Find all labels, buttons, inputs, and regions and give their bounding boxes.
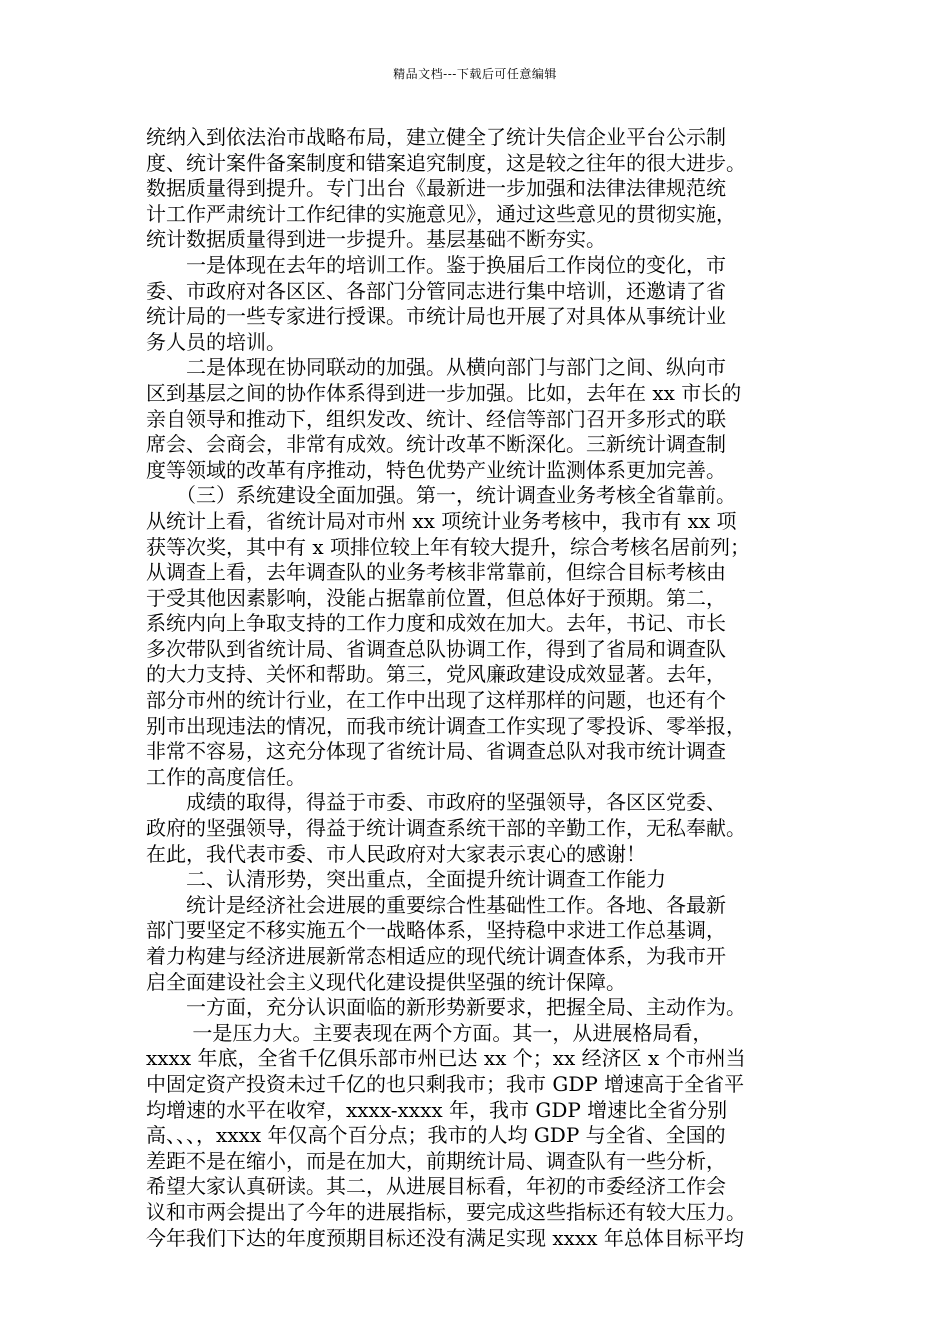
text-line: 多次带队到省统计局、省调查总队协调工作，得到了省局和调查队 [146,636,726,661]
text-line: 部分市州的统计行业，在工作中出现了这样那样的问题，也还有个 [146,688,726,713]
text-line: 区到基层之间的协作体系得到进一步加强。比如，去年在 xx 市长的 [146,380,742,405]
text-line: 从统计上看，省统计局对市州 xx 项统计业务考核中，我市有 xx 项 [146,508,737,533]
text-line: 高、、、，xxxx 年仅高个百分点；我市的人均 GDP 与全省、全国的 [146,1123,726,1148]
text-line: 席会、会商会，非常有成效。统计改革不断深化。三新统计调查制 [146,432,726,457]
text-line: 系统内向上争取支持的工作力度和成效在加大。去年，书记、市长 [146,611,726,636]
text-line: 亲自领导和推动下，组织发改、统计、经信等部门召开多形式的联 [146,406,726,431]
text-line: 希望大家认真研读。其二，从进展目标看，年初的市委经济工作会 [146,1174,726,1199]
text-line: 议和市两会提出了今年的进展指标，要完成这些指标还有较大压力。 [146,1199,746,1224]
text-line: 数据质量得到提升。专门出台《最新进一步加强和法律法律规范统 [146,176,726,201]
text-line: 的大力支持、关怀和帮助。第三，党风廉政建设成效显著。去年， [146,662,726,687]
text-line: 别市出现违法的情况，而我市统计调查工作实现了零投诉、零举报， [146,713,746,738]
text-line: 计工作严肃统计工作纪律的实施意见》，通过这些意见的贯彻实施， [146,201,736,226]
text-line: 获等次奖，其中有 x 项排位较上年有较大提升，综合考核名居前列； [146,534,750,559]
text-line: 工作的高度信任。 [146,764,306,789]
text-line: 二是体现在协同联动的加强。从横向部门与部门之间、纵向市 [146,355,726,380]
text-line: 差距不是在缩小，而是在加大，前期统计局、调查队有一些分析， [146,1148,726,1173]
text-line: 非常不容易，这充分体现了省统计局、省调查总队对我市统计调查 [146,739,726,764]
text-line: 一是压力大。主要表现在两个方面。其一，从进展格局看， [146,1020,713,1045]
text-line: 均增速的水平在收窄，xxxx-xxxx 年，我市 GDP 增速比全省分别 [146,1097,728,1122]
text-line: 成绩的取得，得益于市委、市政府的坚强领导，各区区党委、 [146,790,726,815]
text-line: 启全面建设社会主义现代化建设提供坚强的统计保障。 [146,969,626,994]
text-line: 度、统计案件备案制度和错案追究制度，这是较之往年的很大进步。 [146,150,746,175]
page-header: 精品文档---下载后可任意编辑 [393,67,557,81]
text-line: 统计是经济社会进展的重要综合性基础性工作。各地、各最新 [146,892,726,917]
text-line: 部门要坚定不移实施五个一战略体系，坚持稳中求进工作总基调， [146,918,726,943]
text-line: 二、认清形势，突出重点，全面提升统计调查工作能力 [146,867,666,892]
text-line: 统计局的一些专家进行授课。市统计局也开展了对具体从事统计业 [146,304,726,329]
text-line: 在此，我代表市委、市人民政府对大家表示衷心的感谢！ [146,841,646,866]
text-line: 一是体现在去年的培训工作。鉴于换届后工作岗位的变化，市 [146,252,726,277]
text-line: xxxx 年底，全省千亿俱乐部市州已达 xx 个；xx 经济区 x 个市州当 [146,1046,746,1071]
text-line: 从调查上看，去年调查队的业务考核非常靠前，但综合目标考核由 [146,560,726,585]
text-line: 一方面，充分认识面临的新形势新要求，把握全局、主动作为。 [146,995,746,1020]
text-line: 统纳入到依法治市战略布局，建立健全了统计失信企业平台公示制 [146,125,726,149]
text-line: 度等领域的改革有序推动，特色优势产业统计监测体系更加完善。 [146,457,726,482]
text-line: 政府的坚强领导，得益于统计调查系统干部的辛勤工作，无私奉献。 [146,816,746,841]
text-line: 于受其他因素影响，没能占据靠前位置，但总体好于预期。第二， [146,585,726,610]
text-line: （三）系统建设全面加强。第一，统计调查业务考核全省靠前。 [146,483,736,508]
text-line: 委、市政府对各区区、各部门分管同志进行集中培训，还邀请了省 [146,278,726,303]
text-line: 统计数据质量得到进一步提升。基层基础不断夯实。 [146,227,606,252]
document-body [146,125,826,1251]
text-line: 中固定资产投资未过千亿的也只剩我市；我市 GDP 增速高于全省平 [146,1071,745,1096]
text-line: 务人员的培训。 [146,329,286,354]
text-line: 着力构建与经济进展新常态相适应的现代统计调查体系，为我市开 [146,944,726,968]
text-line: 今年我们下达的年度预期目标还没有满足实现 xxxx 年总体目标平均 [146,1225,744,1250]
